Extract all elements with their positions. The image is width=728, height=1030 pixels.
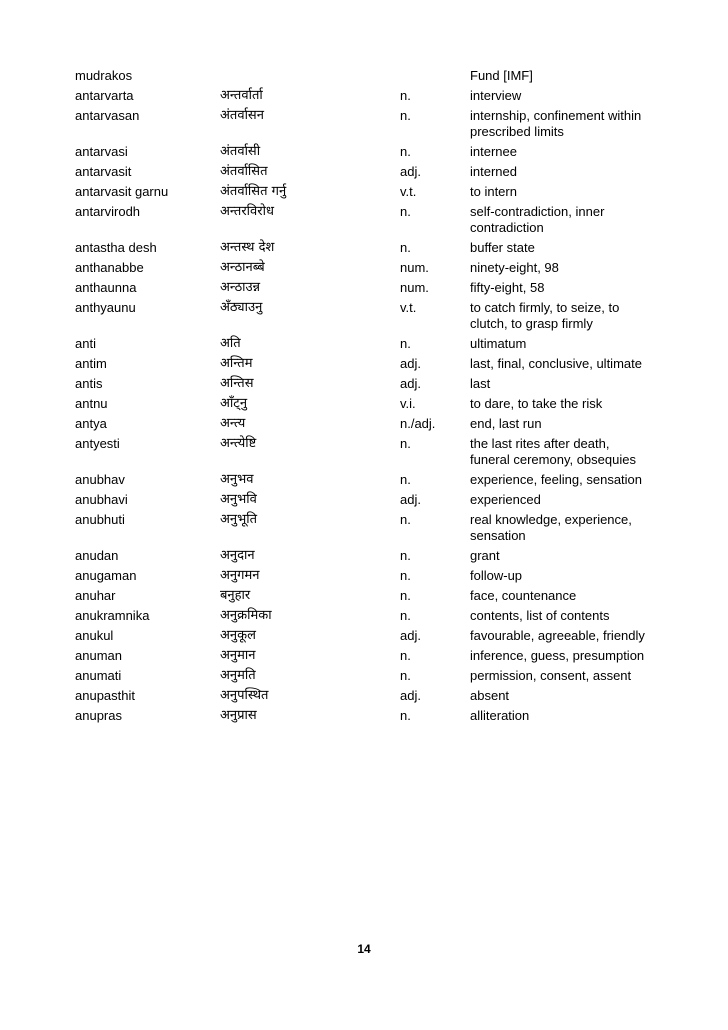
- devanagari-word: अन्त्य: [220, 416, 246, 431]
- devanagari-word: अनुपस्थित: [220, 688, 269, 703]
- part-of-speech: num.: [400, 280, 429, 295]
- headword: antya: [75, 416, 107, 431]
- headword: antim: [75, 356, 107, 371]
- headword: antarvasan: [75, 108, 140, 123]
- part-of-speech: v.t.: [400, 184, 417, 199]
- headword: anubhuti: [75, 512, 125, 527]
- devanagari-word: अंतर्वासी: [220, 144, 261, 159]
- part-of-speech: n.: [400, 336, 411, 351]
- definition: experience, feeling, sensation: [470, 472, 643, 487]
- definition: favourable, agreeable, friendly: [470, 628, 645, 643]
- devanagari-word: अन्तिस: [220, 376, 254, 391]
- definition: the last rites after death, funeral ceremony, obsequies: [470, 436, 636, 467]
- headword: antarvirodh: [75, 204, 141, 219]
- definition: end, last run: [470, 416, 542, 431]
- part-of-speech: n.: [400, 472, 411, 487]
- headword: anthanabbe: [75, 260, 144, 275]
- devanagari-word: अन्त्येष्टि: [220, 436, 257, 451]
- part-of-speech: n.: [400, 708, 411, 723]
- dictionary-entry: [75, 204, 675, 236]
- devanagari-word: बनुहार: [220, 588, 251, 603]
- dictionary-entry: [75, 472, 675, 488]
- dictionary-entry: [75, 376, 675, 392]
- devanagari-word: अनुमति: [220, 668, 256, 683]
- devanagari-word: अंतर्वासित: [220, 164, 268, 179]
- headword: anti: [75, 336, 96, 351]
- part-of-speech: n.: [400, 436, 411, 451]
- part-of-speech: adj.: [400, 164, 421, 179]
- part-of-speech: n.: [400, 668, 411, 683]
- part-of-speech: adj.: [400, 628, 421, 643]
- definition: interned: [470, 164, 517, 179]
- headword: antnu: [75, 396, 108, 411]
- headword: antarvarta: [75, 88, 134, 103]
- devanagari-word: आँट्नु: [220, 396, 248, 411]
- dictionary-entry: [75, 648, 675, 664]
- definition: fifty-eight, 58: [470, 280, 545, 295]
- headword: anumati: [75, 668, 122, 683]
- dictionary-entry: [75, 436, 675, 468]
- headword: anubhav: [75, 472, 125, 487]
- part-of-speech: n.: [400, 240, 411, 255]
- definition: to catch firmly, to seize, to clutch, to grasp firmly: [470, 300, 620, 331]
- part-of-speech: n./adj.: [400, 416, 436, 431]
- devanagari-word: अंतर्वासित गर्नु: [220, 184, 287, 199]
- devanagari-word: अन्ठानब्बे: [220, 260, 265, 275]
- headword: anuhar: [75, 588, 116, 603]
- definition: self-contradiction, inner contradiction: [470, 204, 605, 235]
- part-of-speech: n.: [400, 568, 411, 583]
- devanagari-word: अनुप्रास: [220, 708, 257, 723]
- part-of-speech: v.t.: [400, 300, 417, 315]
- definition: to intern: [470, 184, 517, 199]
- dictionary-entry: [75, 144, 675, 160]
- definition: ninety-eight, 98: [470, 260, 559, 275]
- definition: face, countenance: [470, 588, 577, 603]
- headword: anudan: [75, 548, 119, 563]
- dictionary-entry: [75, 492, 675, 508]
- devanagari-word: अनुदान: [220, 548, 255, 563]
- definition: grant: [470, 548, 500, 563]
- headword: antarvasi: [75, 144, 128, 159]
- definition: interview: [470, 88, 522, 103]
- devanagari-word: अँठ्याउनु: [220, 300, 263, 315]
- definition: follow-up: [470, 568, 523, 583]
- devanagari-word: अनुगमन: [220, 568, 260, 583]
- devanagari-word: अन्तर्वार्ता: [220, 88, 263, 103]
- dictionary-entry: [75, 628, 675, 644]
- part-of-speech: n.: [400, 548, 411, 563]
- headword: anuman: [75, 648, 122, 663]
- dictionary-entry: [75, 164, 675, 180]
- definition: internee: [470, 144, 517, 159]
- dictionary-entry: [75, 108, 675, 140]
- headword: anukul: [75, 628, 114, 643]
- dictionary-entry: [75, 396, 675, 412]
- definition: last: [470, 376, 491, 391]
- definition: Fund [IMF]: [470, 68, 533, 83]
- dictionary-entry: [75, 336, 675, 352]
- devanagari-word: अन्तस्थ देश: [220, 240, 275, 255]
- part-of-speech: v.i.: [400, 396, 416, 411]
- part-of-speech: n.: [400, 588, 411, 603]
- dictionary-entry: [75, 668, 675, 684]
- headword: anupasthit: [75, 688, 135, 703]
- dictionary-entry: [75, 568, 675, 584]
- devanagari-word: अनुक्रमिका: [220, 608, 272, 623]
- devanagari-word: अन्तिम: [220, 356, 253, 371]
- part-of-speech: adj.: [400, 688, 421, 703]
- devanagari-word: अनुकूल: [220, 628, 256, 643]
- dictionary-entry: [75, 356, 675, 372]
- part-of-speech: n.: [400, 608, 411, 623]
- dictionary-entry: [75, 708, 675, 724]
- headword: antyesti: [75, 436, 120, 451]
- definition: real knowledge, experience, sensation: [470, 512, 632, 543]
- definition: permission, consent, assent: [470, 668, 632, 683]
- devanagari-word: अनुमान: [220, 648, 256, 663]
- page-number: 14: [357, 942, 371, 956]
- headword: anugaman: [75, 568, 137, 583]
- devanagari-word: अन्ठाउन्न: [220, 280, 261, 295]
- part-of-speech: num.: [400, 260, 429, 275]
- definition: experienced: [470, 492, 541, 507]
- devanagari-word: अनुभवि: [220, 492, 257, 507]
- part-of-speech: n.: [400, 648, 411, 663]
- headword: antarvasit garnu: [75, 184, 169, 199]
- dictionary-entry: [75, 184, 675, 200]
- dictionary-entry: [75, 68, 675, 84]
- dictionary-entry: [75, 260, 675, 276]
- part-of-speech: adj.: [400, 356, 421, 371]
- headword: antastha desh: [75, 240, 157, 255]
- dictionary-entry: [75, 608, 675, 624]
- definition: alliteration: [470, 708, 530, 723]
- headword: anupras: [75, 708, 122, 723]
- dictionary-entry: [75, 588, 675, 604]
- definition: last, final, conclusive, ultimate: [470, 356, 642, 371]
- dictionary-entry: [75, 300, 675, 332]
- headword: antarvasit: [75, 164, 132, 179]
- headword: antis: [75, 376, 103, 391]
- part-of-speech: n.: [400, 88, 411, 103]
- definition: to dare, to take the risk: [470, 396, 603, 411]
- definition: absent: [470, 688, 510, 703]
- part-of-speech: adj.: [400, 492, 421, 507]
- part-of-speech: n.: [400, 108, 411, 123]
- devanagari-word: अंतर्वासन: [220, 108, 264, 123]
- devanagari-word: अनुभव: [220, 472, 254, 487]
- dictionary-entries: [75, 68, 675, 728]
- dictionary-entry: [75, 280, 675, 296]
- headword: anthyaunu: [75, 300, 136, 315]
- headword: anubhavi: [75, 492, 128, 507]
- devanagari-word: अनुभूति: [220, 512, 258, 527]
- definition: inference, guess, presumption: [470, 648, 645, 663]
- definition: contents, list of contents: [470, 608, 610, 623]
- dictionary-entry: [75, 512, 675, 544]
- part-of-speech: n.: [400, 512, 411, 527]
- dictionary-entry: [75, 416, 675, 432]
- headword: mudrakos: [75, 68, 133, 83]
- devanagari-word: अति: [220, 336, 241, 351]
- part-of-speech: adj.: [400, 376, 421, 391]
- devanagari-word: अन्तरविरोध: [220, 204, 274, 219]
- dictionary-entry: [75, 240, 675, 256]
- definition: ultimatum: [470, 336, 527, 351]
- dictionary-entry: [75, 88, 675, 104]
- dictionary-entry: [75, 548, 675, 564]
- part-of-speech: n.: [400, 144, 411, 159]
- part-of-speech: n.: [400, 204, 411, 219]
- definition: internship, confinement within prescribed limits: [470, 108, 642, 139]
- definition: buffer state: [470, 240, 535, 255]
- dictionary-entry: [75, 688, 675, 704]
- headword: anthaunna: [75, 280, 137, 295]
- headword: anukramnika: [75, 608, 150, 623]
